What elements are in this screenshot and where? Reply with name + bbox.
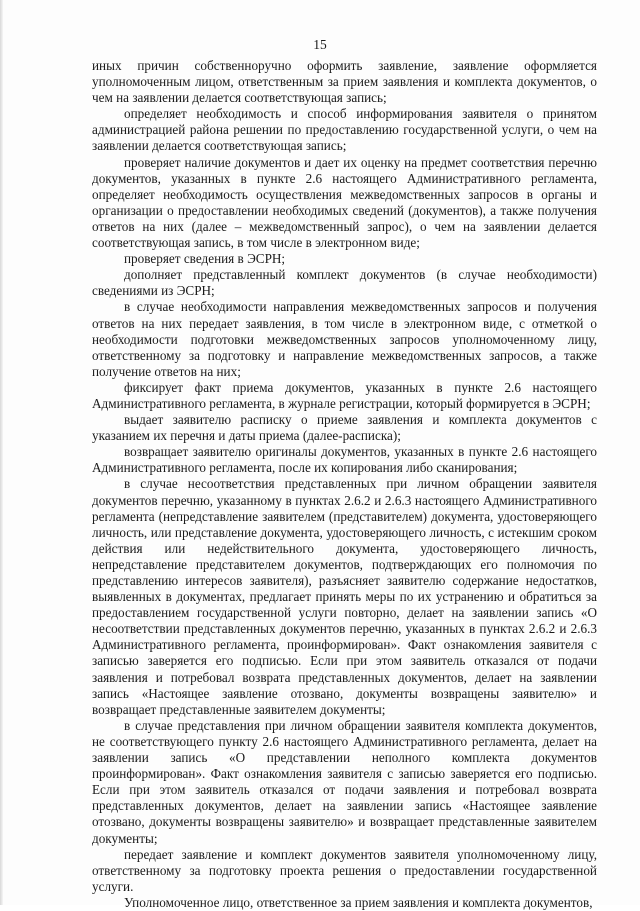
paragraph: возвращает заявителю оригиналы документов, указанных в пункте 2.6 настоящего Административного регламента, после их копирования либо сканирования; xyxy=(92,444,597,476)
paragraph: определяет необходимость и способ информирования заявителя о принятом администрацией района решении по предоставлению государственной услуги, о чем на заявлении делается соответствующая запись; xyxy=(92,106,597,154)
paragraph: фиксирует факт приема документов, указанных в пункте 2.6 настоящего Административного регламента, в журнале регистрации, который формируется в ЭСРН; xyxy=(92,379,597,411)
paragraph: проверяет наличие документов и дает их оценку на предмет соответствия перечню документов, указанных в пункте 2.6 настоящего Административного регламента, определяет необходимость осуществления межведомственных запросов в органы и организации о предоставлении необходимых сведений (документов), а также получения ответов на них (далее – межведомственный запрос), о чем на заявлении делается соответствующая запись, в том числе в электронном виде; xyxy=(92,154,597,251)
paragraph: выдает заявителю расписку о приеме заявления и комплекта документов с указанием их перечня и даты приема (далее-расписка); xyxy=(92,412,597,444)
paragraph: проверяет сведения в ЭСРН; xyxy=(124,251,286,267)
paragraph: иных причин собственноручно оформить заявление, заявление оформляется уполномоченным лицом, ответственным за прием заявления и комплекта документов, о чем на заявлении делается соответствующая запись; xyxy=(92,58,597,106)
paragraph: в случае несоответствия представленных при личном обращении заявителя документов перечню, указанному в пунктах 2.6.2 и 2.6.3 настоящего Административного регламента (непредставление заявителем (представителем) документа, удостоверяющего личность, или представление документа, удостоверяющего личность, с истекшим сроком действия или недействительного документа, удостоверяющего личность, непредставление представителем документов, подтверждающих его полномочия по представлению интересов заявителя), разъясняет заявителю содержание недостатков, выявленных в документах, предлагает принять меры по их устранению и обратиться за предоставлением государственной услуги повторно, делает на заявлении запись «О несоответствии представленных документов перечню, указанных в пунктах 2.6.2 и 2.6.3 Административного регламента, проинформирован». Факт ознакомления заявителя с записью заверяется его подписью. Если при этом заявитель отказался от подачи заявления и потребовал возврата представленных документов, делает на заявлении запись «Настоящее заявление отозвано, документы возвращены заявителю» и возвращает представленные заявителем документы; xyxy=(92,476,597,717)
paragraph: в случае представления при личном обращении заявителя комплекта документов, не соответствующего пункту 2.6 настоящего Административного регламента, делает на заявлении запись «О представлении неполного комплекта документов проинформирован». Факт ознакомления заявителя с записью заверяется его подписью. Если при этом заявитель отказался от подачи заявления и потребовал возврата представленных документов, делает на заявлении запись «Настоящее заявление отозвано, документы возвращены заявителю» и возвращает представленные заявителем документы; xyxy=(92,717,597,846)
paragraph: передает заявление и комплект документов заявителя уполномоченному лицу, ответственному за подготовку проекта решения о предоставлении государственной услуги. xyxy=(92,846,597,894)
paragraph: дополняет представленный комплект документов (в случае необходимости) сведениями из ЭСРН; xyxy=(92,267,597,299)
scan-edge xyxy=(0,0,3,905)
document-body xyxy=(92,58,597,911)
page-number: 15 xyxy=(313,37,327,52)
paragraph: в случае необходимости направления межведомственных запросов и получения ответов на них передает заявления, в том числе в электронном виде, с отметкой о необходимости подготовки межведомственных запросов уполномоченному лицу, ответственному за подготовку и направление межведомственных запросов, а также получение ответов на них; xyxy=(92,299,597,379)
paragraph: Уполномоченное лицо, ответственное за прием заявления и комплекта документов, xyxy=(124,894,593,910)
